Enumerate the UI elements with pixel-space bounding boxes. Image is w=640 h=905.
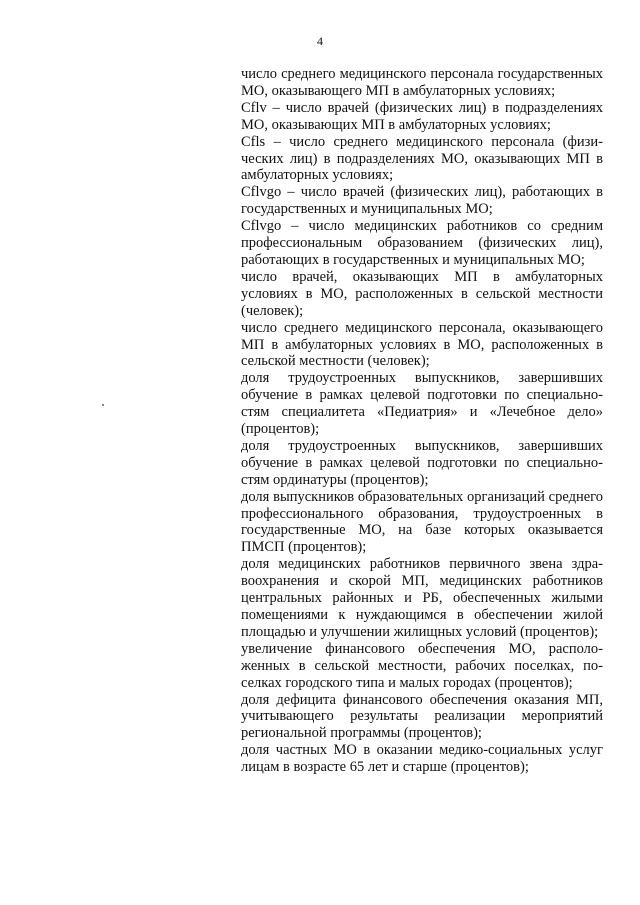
paragraph-2: Cflv – число врачей (физических лиц) в подразделениях МО, оказывающих МП в амбулаторных условиях;: [241, 99, 603, 133]
paragraph-3: Cfls – число среднего медицинского персонала (физических лиц) в подразделениях МО, оказывающих МП в амбулаторных условиях;: [241, 133, 603, 184]
paragraph-14: доля частных МО в оказании медико-социальных услуг лицам в возрасте 65 лет и старше (процентов);: [241, 742, 603, 776]
document-body: [241, 66, 603, 776]
paragraph-4: Cflvgo – число врачей (физических лиц), работающих в государственных и муниципальных МО;: [241, 184, 603, 218]
paragraph-7: число среднего медицинского персонала, оказывающего МП в амбулаторных условиях в МО, расположенных в сельской местности (человек);: [241, 319, 603, 370]
paragraph-5: Cflvgo – число медицинских работников со средним профессиональным образованием (физических лиц), работающих в государственных и муниципальных МО;: [241, 218, 603, 268]
paragraph-13: доля дефицита финансового обеспечения оказания МП, учитывающего результаты реализации мероприятий региональной программы (процентов);: [241, 691, 603, 742]
scan-speck: [102, 404, 104, 406]
paragraph-10: доля выпускников образовательных организаций среднего профессионального образования, трудоустроенных в государственные МО, на базе которых оказывается ПМСП (процентов);: [241, 488, 603, 556]
paragraph-8: доля трудоустроенных выпускников, завершивших обучение в рамках целевой подготовки по специальностям специалитета «Педиатрия» и «Лечебное дело» (процентов);: [241, 370, 603, 438]
paragraph-6: число врачей, оказывающих МП в амбулаторных условиях в МО, расположенных в сельской местности (человек);: [241, 268, 603, 319]
paragraph-9: доля трудоустроенных выпускников, завершивших обучение в рамках целевой подготовки по специальностям ординатуры (процентов);: [241, 437, 603, 488]
paragraph-11: доля медицинских работников первичного звена здравоохранения и скорой МП, медицинских работников центральных районных и РБ, обеспеченных жилыми помещениями к нуждающимся в обеспечении жилой площадью и улучшении жилищных условий (процентов);: [241, 556, 603, 640]
paragraph-1: число среднего медицинского персонала государственных МО, оказывающего МП в амбулаторных условиях;: [241, 66, 603, 99]
paragraph-12: увеличение финансового обеспечения МО, расположенных в сельской местности, рабочих поселках, поселках городского типа и малых городах (процентов);: [241, 640, 603, 691]
page-number: 4: [317, 34, 323, 48]
